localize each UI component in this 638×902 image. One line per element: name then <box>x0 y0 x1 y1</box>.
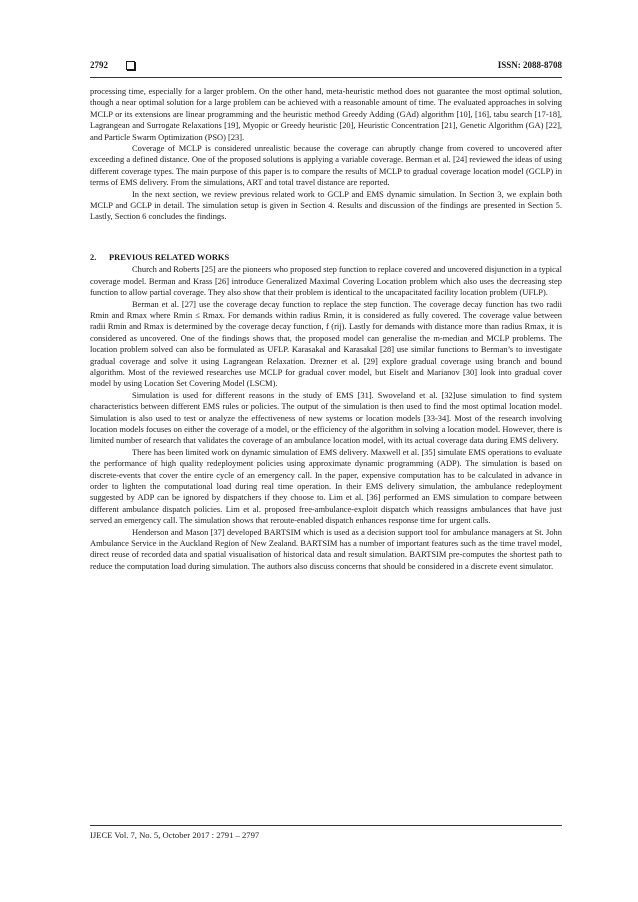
footer-rule <box>90 825 562 826</box>
header-rule <box>90 77 562 78</box>
section-paragraph: Henderson and Mason [37] developed BARTSIM which is used as a decision support tool for ambulance managers at St. John Ambulance Service in the Auckland Region of New Zealand. BARTSIM has a number of important features such as the time travel model, direct reuse of recorded data and spatial visualisation of historical data and result simulation. BARTSIM pre-computes the shortest path to reduce the computation load during simulation. The authors also discuss concerns that should be considered in a discrete event simulator. <box>90 526 562 571</box>
intro-paragraph: Coverage of MCLP is considered unrealistic because the coverage can abruptly change from covered to uncovered after exceeding a defined distance. One of the proposed solutions is applying a variable coverage. Berman et al. [24] reviewed the ideas of using different coverage types. The main purpose of this paper is to compare the results of MCLP to gradual coverage location model (GCLP) in terms of EMS delivery. From the simulations, ART and total travel distance are reported. <box>90 143 562 188</box>
page-number: 2792 <box>90 60 108 70</box>
page-body <box>90 86 562 572</box>
section-paragraph: Berman et al. [27] use the coverage decay function to replace the step function. The coverage decay function has two radii Rmin and Rmax where Rmin ≤ Rmax. For demands within radius Rmin, it is considered as fully covered. The coverage value between radii Rmin and Rmax is determined by the coverage decay function, f (rij). Lastly for demands with distance more than radius Rmax, it is considered as uncovered. One of the findings shows that, the proposed model can generalise the m-median and MCLP problems. The location problem solved can also be formulated as UFLP. Karasakal and Karasakal [28] use similar functions to Berman’s to investigate gradual coverage and solve it using Lagrangean Relaxation. Drezner et al. [29] explore gradual coverage using branch and bound algorithm. Most of the reviewed researches use MCLP for gradual cover model, but Eiselt and Marianov [30] look into gradual cover model by using Location Set Covering Model (LSCM). <box>90 298 562 389</box>
page-footer <box>90 830 259 840</box>
section-paragraph: Church and Roberts [25] are the pioneers who proposed step function to replace covered and uncovered disjunction in a typical coverage model. Berman and Krass [26] introduce Generalized Maximal Covering Location problem which also uses the decreasing step function to allow partial coverage. They also show that their problem is identical to the uncapacitated facility location problem (UFLP). <box>90 264 562 298</box>
section-title: PREVIOUS RELATED WORKS <box>109 251 230 262</box>
section-heading <box>90 252 562 263</box>
page-header <box>90 60 562 76</box>
intro-paragraph: processing time, especially for a larger problem. On the other hand, meta-heuristic method does not guarantee the most optimal solution, though a near optimal solution for a large problem can be achieved with a reasonable amount of time. The evaluated approaches in solving MCLP or its extensions are linear programming and the heuristic method Greedy Adding (GAd) algorithm [10], [16], tabu search [17-18], Lagrangean and Surrogate Relaxations [19], Myopic or Greedy heuristic [20], Heuristic Concentration [21], Genetic Algorithm (GA) [22], and Particle Swarm Optimization (PSO) [23]. <box>90 86 562 142</box>
section-paragraph: Simulation is used for different reasons in the study of EMS [31]. Swoveland et al. [32]use simulation to find system characteristics between different EMS rules or policies. The output of the simulation is then used to find the most optimal location model. Simulation is also used to test or analyze the effectiveness of new systems or location models [33-34]. Most of the research involving location models focuses on either the coverage of a model, or the efficiency of the algorithm in solving a location model. However, there is limited number of research that validates the coverage of an ambulance location model, with its actual coverage data during EMS delivery. <box>90 389 562 446</box>
journal-citation: IJECE Vol. 7, No. 5, October 2017 : 2791 – 2797 <box>90 830 260 840</box>
issn-label: ISSN: 2088-8708 <box>497 60 562 70</box>
section-number: 2. <box>90 251 97 262</box>
square-bullet-icon <box>126 61 135 70</box>
section-paragraph: There has been limited work on dynamic simulation of EMS delivery. Maxwell et al. [35] simulate EMS operations to evaluate the performance of high quality redeployment policies using approximate dynamic programming (ADP). The simulation is based on discrete-events that cover the entire cycle of an emergency call. In the paper, expensive computation has to be calculated in advance in order to lighten the computational load during real time operation. In their EMS delivery simulation, the ambulance redeployment suggested by ADP can be ignored by dispatchers if they choose to. Lim et al. [36] performed an EMS simulation to compare between different ambulance dispatch policies. Lim et al. proposed free-ambulance-exploit dispatch which reassigns ambulances that have just served an emergency call. The simulation shows that reroute-enabled dispatch enhances response time for urgent calls. <box>90 446 562 526</box>
intro-paragraph: In the next section, we review previous related work to GCLP and EMS dynamic simulation. In Section 3, we explain both MCLP and GCLP in detail. The simulation setup is given in Section 4. Results and discussion of the findings are presented in Section 5. Lastly, Section 6 concludes the findings. <box>90 188 562 222</box>
